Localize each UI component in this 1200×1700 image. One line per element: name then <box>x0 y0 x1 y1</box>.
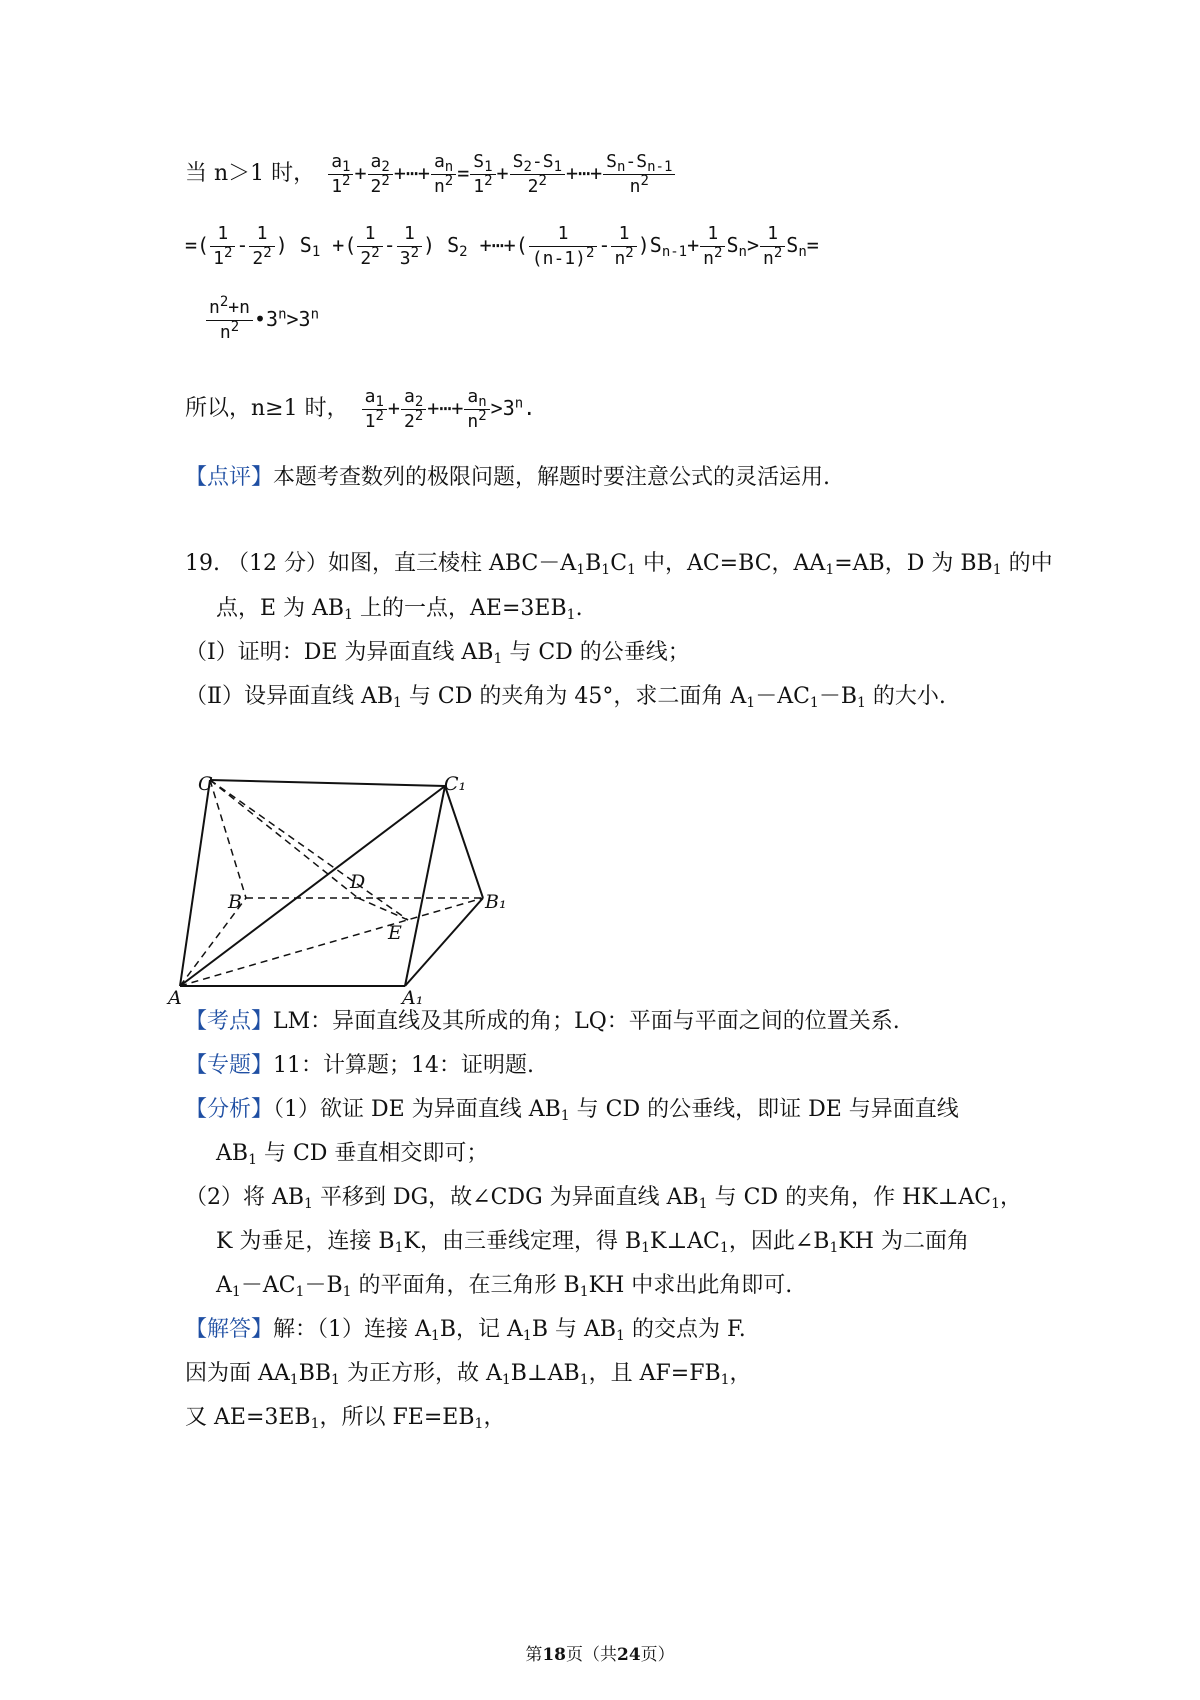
stem-text: 的中 <box>1001 551 1053 576</box>
edge-AB1 <box>180 898 483 986</box>
jieda-text: 为正方形，故 A <box>339 1361 502 1386</box>
jieda-text: B⊥AB <box>510 1361 580 1386</box>
fraction: $\frac{1}{n^2}$ <box>760 222 785 271</box>
zhuanti-tag: 【专题】 <box>185 1053 274 1078</box>
total-pages: 24 <box>617 1645 641 1665</box>
label-B1: B₁ <box>485 891 507 913</box>
fenxi-text: ，因此∠B <box>728 1229 830 1254</box>
fraction: $\frac{a_1}{1^2}$ <box>362 385 387 434</box>
edge-CA <box>180 780 210 986</box>
fraction: $\frac{1}{2^2}$ <box>249 222 274 271</box>
fenxi-line-3: （2）将 $AB_1$ 平移到 DG，故∠CDG 为异面直线 $AB_1$ 与 CD 的夹角，作 $HK\perp AC_1$， <box>185 1185 1023 1212</box>
part-text: －AC <box>755 684 810 709</box>
fraction: $\frac{1}{3^2}$ <box>397 222 422 271</box>
fraction: $\frac{1}{n^2}$ <box>700 222 725 271</box>
stem-text: . <box>575 596 583 621</box>
formula-line-4: 所以，n≥1 时， $\frac{a_1}{1^2}$ + $\frac{a_2}{2^2}$ +⋯+ $\frac{a_n}{n^2}$ $>3^n$. <box>185 386 536 432</box>
stem-text: 点，E 为 AB <box>216 596 345 621</box>
fraction: $\frac{a_n}{n^2}$ <box>464 385 489 434</box>
jieda-text: ，且 AF=FB <box>588 1361 721 1386</box>
part-text: 的大小. <box>865 684 946 709</box>
problem-number: 19. <box>185 551 220 576</box>
problem-part-1: （Ⅰ）证明：DE 为异面直线 $AB_1$ 与 CD 的公垂线； <box>185 640 690 667</box>
jieda-text: B 与 AB <box>531 1317 617 1342</box>
fenxi-text: K 为垂足，连接 B <box>216 1229 395 1254</box>
fraction: $\frac{S_2-S_1}{2^2}$ <box>510 150 565 199</box>
part-text: （Ⅰ）证明：DE 为异面直线 AB <box>185 640 494 665</box>
jieda-text: 又 AE=3EB <box>185 1405 311 1430</box>
fraction: $\frac{1}{n^2}$ <box>611 222 636 271</box>
zhuanti-line <box>185 1050 534 1082</box>
part-text: （Ⅱ）设异面直线 AB <box>185 684 394 709</box>
jieda-line-2: 因为面 $AA_1BB_1$ 为正方形，故 $A_1B\perp AB_1$，且 $AF=FB_1$， <box>185 1361 752 1388</box>
fenxi-line-2: $AB_1$ 与 CD 垂直相交即可； <box>216 1141 489 1168</box>
jieda-text: ， <box>729 1361 752 1386</box>
fraction: $\frac{1}{1^2}$ <box>210 222 235 271</box>
kaodian-line <box>185 1006 900 1038</box>
stem-text: 如图，直三棱柱 ABC－A <box>328 551 577 576</box>
footer-text: 第 <box>525 1645 543 1665</box>
fraction: $\frac{a_n}{n^2}$ <box>431 150 456 199</box>
problem-score: （12 分） <box>227 551 328 576</box>
edge-AC1 <box>180 786 445 986</box>
problem-stem-line-2: 点，E 为 $AB_1$ 上的一点，$AE=3EB_1$. <box>216 596 583 623</box>
stem-text: B <box>585 551 602 576</box>
comment-text: 本题考查数列的极限问题，解题时要注意公式的灵活运用. <box>273 465 831 490</box>
part-text: 与 CD 的夹角为 45°，求二面角 A <box>401 684 747 709</box>
fraction: $\frac{a_2}{2^2}$ <box>368 150 393 199</box>
formula-line-3: $\frac{n^2+n}{n^2}$ $•3^n>3^n$ <box>205 296 319 345</box>
jieda-text: B，记 A <box>439 1317 523 1342</box>
footer-text: 页（共 <box>566 1645 617 1665</box>
edge-DE <box>358 898 408 920</box>
fenxi-text: A <box>216 1273 232 1298</box>
kaodian-text: LM：异面直线及其所成的角；LQ：平面与平面之间的位置关系. <box>273 1009 900 1034</box>
stem-text: =AB，D 为 BB <box>834 551 993 576</box>
label-D: D <box>350 871 366 893</box>
fenxi-text: 平移到 DG，故∠CDG 为异面直线 AB <box>312 1185 699 1210</box>
part-text: 与 CD 的公垂线； <box>502 640 690 665</box>
jieda-text: ，所以 FE=EB <box>319 1405 475 1430</box>
fenxi-line-4: K 为垂足，连接 $B_1K$，由三垂线定理，得 $B_1K\perp AC_1$，因此$\angle B_1KH$ 为二面角 <box>216 1229 969 1256</box>
fenxi-text: 与 CD 的夹角，作 HK⊥AC <box>707 1185 992 1210</box>
edge-B1A1 <box>405 898 483 986</box>
fenxi-tag: 【分析】 <box>185 1097 274 1122</box>
formula-prefix: 所以，n≥1 时， <box>185 396 349 421</box>
fenxi-text: （1）欲证 DE 为异面直线 AB <box>273 1097 561 1122</box>
stem-text: 中，AC=BC，AA <box>635 551 826 576</box>
stem-text: C <box>610 551 628 576</box>
jieda-tag: 【解答】 <box>185 1317 274 1342</box>
label-E: E <box>388 922 402 944</box>
fenxi-text: －B <box>304 1273 343 1298</box>
label-A1: A₁ <box>402 987 424 1009</box>
label-B: B <box>228 891 242 913</box>
edge-CB <box>210 780 246 898</box>
fraction: $\frac{1}{(n-1)^2}$ <box>529 222 598 271</box>
jieda-text: ， <box>483 1405 506 1430</box>
edge-C1B1 <box>445 786 483 898</box>
edge-CD <box>210 780 358 898</box>
footer-text: 页） <box>640 1645 675 1665</box>
fenxi-text: 与 CD 的公垂线，即证 DE 与异面直线 <box>569 1097 959 1122</box>
stem-text: 上的一点，AE=3EB <box>353 596 567 621</box>
jieda-text: 的交点为 F. <box>624 1317 746 1342</box>
jieda-text: 解：（1）连接 A <box>273 1317 431 1342</box>
fraction: $\frac{1}{2^2}$ <box>357 222 382 271</box>
fenxi-text: ， <box>1000 1185 1023 1210</box>
jieda-line-1: 【解答】解：（1）连接 $A_1B$，记 $A_1B$ 与 $AB_1$ 的交点为 F. <box>185 1317 746 1344</box>
fenxi-text: －AC <box>240 1273 296 1298</box>
page-number: 18 <box>542 1645 566 1665</box>
fenxi-text: K，由三垂线定理，得 B <box>403 1229 642 1254</box>
problem-part-2: （Ⅱ）设异面直线 $AB_1$ 与 CD 的夹角为 45°，求二面角 $A_1-AC_1-B_1$ 的大小. <box>185 684 946 711</box>
problem-stem-line-1: 19. （12 分）如图，直三棱柱 $ABC-A_1B_1C_1$ 中，AC=BC，$AA_1=AB$，D 为 $BB_1$ 的中 <box>185 551 1053 578</box>
kaodian-tag: 【考点】 <box>185 1009 274 1034</box>
fenxi-text: （2）将 AB <box>185 1185 305 1210</box>
label-C: C <box>198 773 213 795</box>
formula-line-2: =( $\frac{1}{1^2}$ - $\frac{1}{2^2}$ ) $S_1$ +( $\frac{1}{2^2}$ - $\frac{1}{3^2}$ ) $S_2$ +⋯+( $\frac{1}{(n-1)^2}$ - $\frac{1}{n^2}$ )$S_{n-1}+$ $\frac{1}{n^2}$ $S_n>$ $\frac{1}{n^2}$ $S_n=$ <box>185 223 819 269</box>
fenxi-line-1: 【分析】（1）欲证 DE 为异面直线 $AB_1$ 与 CD 的公垂线，即证 DE 与异面直线 <box>185 1097 959 1124</box>
jieda-line-3: 又 $AE=3EB_1$，所以 $FE=EB_1$， <box>185 1405 506 1432</box>
fraction: $\frac{S_n-S_{n-1}}{n^2}$ <box>603 150 675 199</box>
fenxi-text: K⊥AC <box>650 1229 720 1254</box>
edge-C1A1 <box>405 786 445 986</box>
formula-prefix: 当 n＞1 时， <box>185 161 316 186</box>
fenxi-text: KH 为二面角 <box>838 1229 969 1254</box>
label-C1: C₁ <box>444 773 467 795</box>
part-text: －B <box>818 684 858 709</box>
fraction: $\frac{a_1}{1^2}$ <box>328 150 353 199</box>
fenxi-text: KH 中求出此角即可. <box>588 1273 793 1298</box>
fraction: $\frac{S_1}{1^2}$ <box>470 150 495 199</box>
fenxi-text: 与 CD 垂直相交即可； <box>256 1141 489 1166</box>
fenxi-line-5: $A_1-AC_1-B_1$ 的平面角，在三角形 $B_1KH$ 中求出此角即可. <box>216 1273 793 1300</box>
comment-tag: 【点评】 <box>185 465 274 490</box>
fraction: $\frac{a_2}{2^2}$ <box>401 385 426 434</box>
page-footer <box>0 1640 1200 1665</box>
fenxi-text: 的平面角，在三角形 B <box>351 1273 580 1298</box>
jieda-text: 因为面 AA <box>185 1361 290 1386</box>
zhuanti-text: 11：计算题；14：证明题. <box>273 1053 534 1078</box>
label-A: A <box>168 987 182 1009</box>
edge-CC1 <box>210 780 445 786</box>
fenxi-text: AB <box>216 1141 249 1166</box>
formula-line-1: 当 n＞1 时， $\frac{a_1}{1^2}$ + $\frac{a_2}{2^2}$ +⋯+ $\frac{a_n}{n^2}$ = $\frac{S_1}{1^2}$ + $\frac{S_2-S_1}{2^2}$ +⋯+ $\frac{S_n-S_{n-1}}{n^2}$ <box>185 150 676 199</box>
jieda-text: BB <box>298 1361 332 1386</box>
comment-line <box>185 462 830 494</box>
fraction: $\frac{n^2+n}{n^2}$ <box>206 296 253 345</box>
